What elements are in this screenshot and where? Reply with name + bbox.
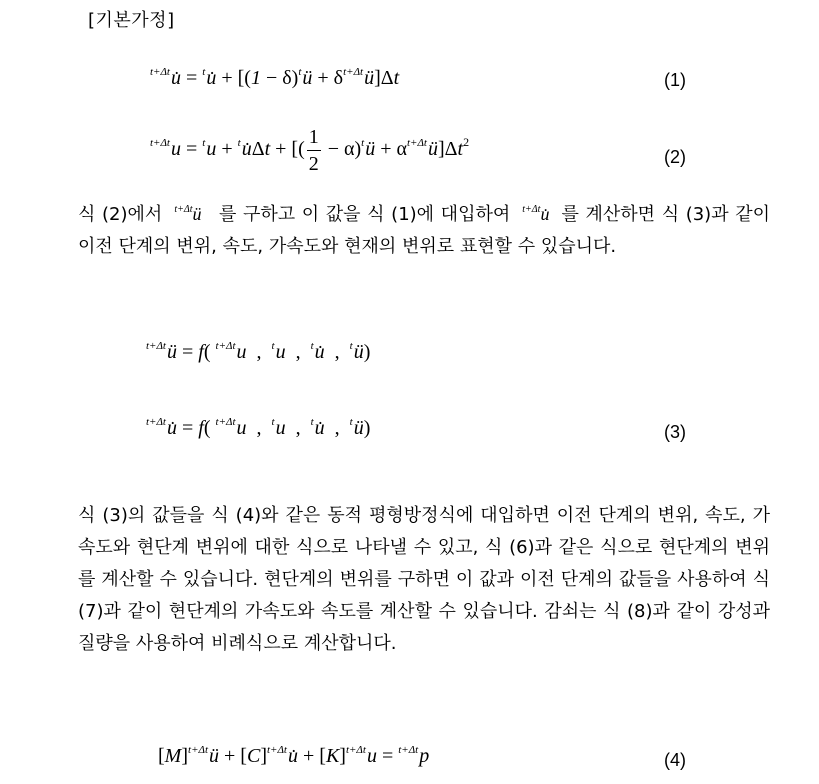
equation-2-number: (2) [664, 147, 686, 167]
equation-1: $^{t+\Delta t}$u̇ = $^t$u̇ + [$(1 - \delta)^tü$ + $\delta^{t+\Delta t}ü]\Delta t$ [150, 66, 400, 89]
equation-4: $[M]^{t+\Delta t}ü$ + $[C]^{t+\Delta t}u̇ + [K]^{t+\Delta t}u = ^{t+\Delta t}p$ [158, 744, 430, 767]
paragraph-2: 식 (3)의 값들을 식 (4)와 같은 동적 평형방정식에 대입하면 이전 단계의 변위, 속도, 가속도와 현단계 변위에 대한 식으로 나타낼 수 있고, 식 (6)과 같은 식으로 현단계의 변위를 계산할 수 있습니다. 현단계의 변위를 구하면 이 값과 이전 단계의 값들을 사용하여 식 (7)과 같이 현단계의 가속도와 속도를 계산할 수 있습니다. 감쇠는 식 (8)과 같이 강성과 질량을 사용하여 비례식으로 계산합니다. [78, 505, 770, 654]
equation-3-number: (3) [664, 422, 686, 442]
paragraph-1-part-c: 를 계산하면 식 (3)과 같이 이전 단계의 변위, 속도, 가속도와 현재의 변위로 표현할 수 있습니다. [78, 204, 770, 257]
equation-3b: $^{t+\Delta t}$u̇ = f( $^{t+\Delta t}$u , $^t$u , $^t$u̇ , $^t$ü) [146, 416, 371, 439]
equation-2: $^{t+\Delta t}$u = $^t$u + $^t$u̇Δt + [( $\frac{1}{2}$ − α)$^t$ü + $\alpha^{t+\Delta t}ü]\Delta t^2$ [150, 126, 470, 175]
paragraph-1-part-a: 식 (2)에서 [78, 204, 163, 225]
paragraph-1-part-b: 를 구하고 이 값을 식 (1)에 대입하여 [218, 204, 511, 225]
equation-1-number: (1) [664, 70, 686, 90]
inline-math-acceleration: $^{t+\Delta t}$ü [174, 204, 213, 224]
section-heading: [기본가정] [88, 10, 175, 31]
equation-4-number: (4) [664, 750, 686, 770]
equation-3a: $^{t+\Delta t}$ü = f( $^{t+\Delta t}$u , $^t$u , $^t$u̇ , $^t$ü) [146, 340, 371, 363]
inline-math-velocity: $^{t+\Delta t}$u̇ [522, 204, 555, 224]
paragraph-1 [78, 194, 770, 263]
